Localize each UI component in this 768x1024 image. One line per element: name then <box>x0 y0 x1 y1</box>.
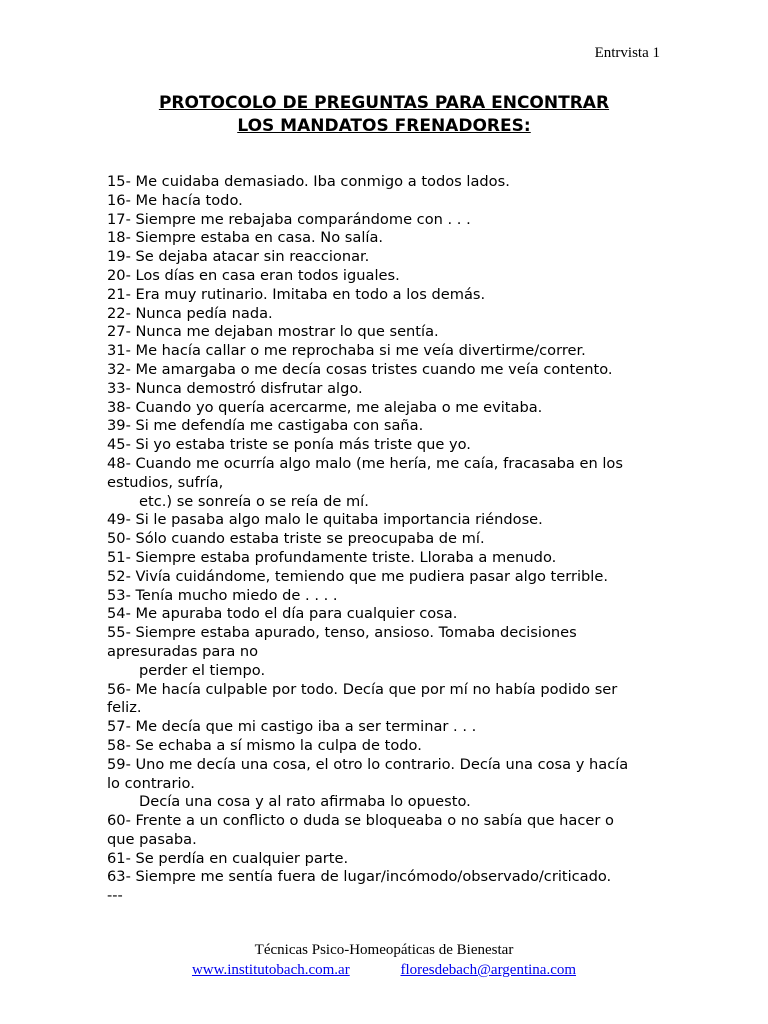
question-list <box>107 173 655 906</box>
list-item: 15- Me cuidaba demasiado. Iba conmigo a todos lados. <box>107 173 510 190</box>
list-item: 20- Los días en casa eran todos iguales. <box>107 266 400 284</box>
list-item: 38- Cuando yo quería acercarme, me alejaba o me evitaba. <box>107 398 543 416</box>
title-line-1: PROTOCOLO DE PREGUNTAS PARA ENCONTRAR <box>158 93 610 113</box>
list-item: 61- Se perdía en cualquier parte. <box>107 849 349 867</box>
list-item: 17- Siempre me rebajaba comparándome con . . . <box>107 210 471 228</box>
list-item: 31- Me hacía callar o me reprochaba si me veía divertirme/correr. <box>107 342 586 360</box>
title-line-2: LOS MANDATOS FRENADORES: <box>237 116 531 136</box>
list-item: Decía una cosa y al rato afirmaba lo opuesto. <box>139 793 471 811</box>
list-item: estudios, sufría, <box>107 473 224 491</box>
page-header-label: Entrvista 1 <box>594 45 660 61</box>
list-item: 18- Siempre estaba en casa. No salía. <box>107 229 384 247</box>
email-link[interactable]: floresdebach@argentina.com <box>400 962 577 978</box>
list-item: feliz. <box>107 699 142 717</box>
list-item: 54- Me apuraba todo el día para cualquier cosa. <box>107 605 458 623</box>
list-item: 22- Nunca pedía nada. <box>107 304 273 322</box>
list-item: 48- Cuando me ocurría algo malo (me hería, me caía, fracasaba en los <box>107 454 623 472</box>
list-item: 32- Me amargaba o me decía cosas tristes cuando me veía contento. <box>107 360 613 378</box>
list-item: 33- Nunca demostró disfrutar algo. <box>107 379 363 397</box>
list-item: lo contrario. <box>107 774 195 792</box>
list-item: 27- Nunca me dejaban mostrar lo que sentía. <box>107 323 439 341</box>
footer-links <box>0 961 768 980</box>
list-item: 39- Si me defendía me castigaba con saña. <box>107 417 424 435</box>
list-item: 16- Me hacía todo. <box>107 191 243 209</box>
document-title <box>0 92 768 138</box>
list-item: 58- Se echaba a sí mismo la culpa de todo. <box>107 736 422 754</box>
list-item: 51- Siempre estaba profundamente triste. Lloraba a menudo. <box>107 548 557 566</box>
page-footer <box>0 941 768 980</box>
list-item: 59- Uno me decía una cosa, el otro lo contrario. Decía una cosa y hacía <box>107 755 629 773</box>
list-item: que pasaba. <box>107 830 197 848</box>
list-item: 53- Tenía mucho miedo de . . . . <box>107 586 338 604</box>
list-item: 52- Vivía cuidándome, temiendo que me pudiera pasar algo terrible. <box>107 567 608 585</box>
list-item: apresuradas para no <box>107 642 259 660</box>
list-item: 57- Me decía que mi castigo iba a ser terminar . . . <box>107 718 477 736</box>
list-item: etc.) se sonreía o se reía de mí. <box>139 492 369 510</box>
list-item: perder el tiempo. <box>139 661 266 679</box>
footer-title: Técnicas Psico-Homeopáticas de Bienestar <box>254 942 514 958</box>
website-link[interactable]: www.institutobach.com.ar <box>191 962 350 978</box>
list-item: 60- Frente a un conflicto o duda se bloqueaba o no sabía que hacer o <box>107 812 614 830</box>
list-item: 55- Siempre estaba apurado, tenso, ansioso. Tomaba decisiones <box>107 624 577 642</box>
list-item: 19- Se dejaba atacar sin reaccionar. <box>107 248 370 266</box>
list-item: 50- Sólo cuando estaba triste se preocupaba de mí. <box>107 530 485 548</box>
list-item: 56- Me hacía culpable por todo. Decía que por mí no había podido ser <box>107 680 618 698</box>
list-item: 63- Siempre me sentía fuera de lugar/incómodo/observado/criticado. <box>107 868 612 886</box>
list-item: --- <box>107 887 123 905</box>
list-item: 45- Si yo estaba triste se ponía más triste que yo. <box>107 436 471 454</box>
list-item: 49- Si le pasaba algo malo le quitaba importancia riéndose. <box>107 511 543 529</box>
list-item: 21- Era muy rutinario. Imitaba en todo a los demás. <box>107 285 486 303</box>
